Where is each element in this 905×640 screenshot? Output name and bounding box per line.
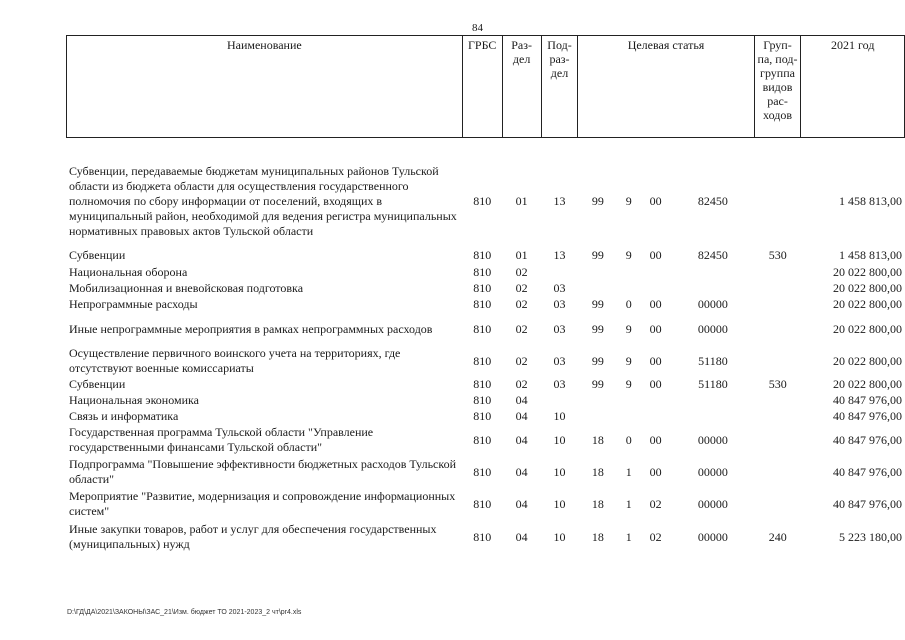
tselevaya-part4-cell: 00000: [697, 496, 728, 511]
tselevaya-part3-cell: 00: [649, 321, 662, 336]
amount-cell: 20 022 800,00: [833, 376, 902, 391]
tselevaya-part4-cell: [672, 280, 755, 296]
tselevaya-part2-cell: 1: [625, 496, 632, 511]
row-name: Национальная экономика: [69, 392, 199, 407]
vid-raskhodov-cell: [754, 392, 801, 408]
grbs-cell: 810: [473, 296, 492, 311]
tselevaya-part4-cell: [672, 392, 755, 408]
grbs-cell: 810: [473, 353, 492, 368]
tselevaya-part1-cell: 18: [591, 529, 604, 544]
table-row: [66, 247, 905, 264]
grbs-cell: 810: [473, 264, 492, 279]
vid-raskhodov-cell: [754, 280, 801, 296]
header-gruppa-vidov-raskhodov: Груп- па, под- группа видов рас- ходов: [754, 36, 801, 138]
grbs-cell: 810: [473, 408, 492, 423]
tselevaya-part4-cell: 00000: [697, 529, 728, 544]
table-row: [66, 520, 905, 554]
row-name: Субвенции, передаваемые бюджетам муниципальных районов Тульской области из бюджета области для осуществления государственного полномочия по сбору информации от поселений, входящих в муниципальный район, необходимой для ведения регистра муниципальных нормативных правовых актов Тульской области: [69, 163, 457, 238]
grbs-cell: 810: [473, 248, 492, 262]
tselevaya-part2-cell: 1: [625, 464, 632, 479]
tselevaya-part4-cell: [672, 264, 755, 280]
razdel-cell: 04: [515, 432, 528, 447]
tselevaya-part3-cell: 00: [649, 432, 662, 447]
table-row: [66, 488, 905, 520]
tselevaya-part3-cell: 00: [649, 464, 662, 479]
grbs-cell: 810: [473, 392, 492, 407]
grbs-cell: 810: [473, 464, 492, 479]
tselevaya-part3-cell: 00: [649, 376, 662, 391]
tselevaya-part3-cell: 02: [649, 529, 662, 544]
tselevaya-part2-cell: 9: [625, 193, 632, 208]
row-name: Мобилизационная и вневойсковая подготовка: [69, 280, 304, 295]
razdel-cell: 04: [515, 464, 528, 479]
tselevaya-part1-cell: 18: [591, 464, 604, 479]
file-path: D:\ГД\ДА\2021\ЗАКОНЫ\ЗАС_21\Изм. бюджет ТО 2021-2023_2 чт\pr4.xls: [67, 609, 302, 616]
razdel-cell: 01: [515, 193, 528, 208]
vid-raskhodov-cell: [754, 408, 801, 424]
row-name: Осуществление первичного воинского учета на территориях, где отсутствуют военные комиссариаты: [69, 346, 401, 375]
row-name: Подпрограмма "Повышение эффективности бюджетных расходов Тульской области": [69, 457, 457, 486]
razdel-cell: 02: [515, 280, 528, 295]
tselevaya-part4-cell: 00000: [697, 464, 728, 479]
tselevaya-part2-cell: 9: [625, 376, 632, 391]
podrazdel-cell: 10: [553, 529, 566, 544]
grbs-cell: 810: [473, 496, 492, 511]
razdel-cell: 02: [515, 353, 528, 368]
table-row: [66, 264, 905, 280]
vid-raskhodov-cell: [754, 155, 801, 247]
header-name: Наименование: [67, 36, 463, 138]
vid-raskhodov-cell: 530: [768, 248, 787, 262]
amount-cell: 20 022 800,00: [833, 296, 902, 311]
row-name: Государственная программа Тульской области "Управление государственными финансами Тульской области": [69, 425, 374, 454]
table-row: [66, 456, 905, 488]
amount-cell: 20 022 800,00: [833, 321, 902, 336]
table-row: [66, 392, 905, 408]
podrazdel-cell: 03: [553, 321, 566, 336]
table-header: [66, 35, 905, 138]
row-name: Связь и информатика: [69, 408, 179, 423]
tselevaya-part1-cell: 99: [591, 353, 604, 368]
table-row: [66, 155, 905, 247]
grbs-cell: 810: [473, 432, 492, 447]
tselevaya-part1-cell: 99: [591, 376, 604, 391]
amount-cell: 40 847 976,00: [833, 496, 902, 511]
grbs-cell: 810: [473, 193, 492, 208]
tselevaya-part4-cell: 00000: [697, 321, 728, 336]
grbs-cell: 810: [473, 376, 492, 391]
vid-raskhodov-cell: 240: [768, 529, 787, 544]
amount-cell: 40 847 976,00: [833, 392, 902, 407]
tselevaya-part3-cell: [640, 408, 672, 424]
tselevaya-part1-cell: 18: [591, 432, 604, 447]
tselevaya-part4-cell: 51180: [698, 376, 728, 391]
amount-cell: 40 847 976,00: [833, 408, 902, 423]
vid-raskhodov-cell: [754, 424, 801, 456]
podrazdel-cell: 03: [553, 296, 566, 311]
podrazdel-cell: 03: [553, 376, 566, 391]
razdel-cell: 02: [515, 296, 528, 311]
vid-raskhodov-cell: [754, 488, 801, 520]
tselevaya-part1-cell: 99: [591, 296, 604, 311]
header-tselevaya-statya: Целевая статья: [578, 36, 754, 138]
vid-raskhodov-cell: [754, 456, 801, 488]
podrazdel-cell: 13: [553, 193, 566, 208]
podrazdel-cell: 10: [553, 432, 566, 447]
table-row: [66, 408, 905, 424]
tselevaya-part3-cell: [640, 280, 672, 296]
razdel-cell: 02: [515, 321, 528, 336]
razdel-cell: 04: [515, 529, 528, 544]
razdel-cell: 02: [515, 264, 528, 279]
razdel-cell: 04: [515, 496, 528, 511]
row-name: Иные непрограммные мероприятия в рамках непрограммных расходов: [69, 321, 433, 336]
page-number: 84: [472, 22, 483, 34]
tselevaya-part1-cell: 18: [591, 496, 604, 511]
vid-raskhodov-cell: [754, 264, 801, 280]
vid-raskhodov-cell: [754, 346, 801, 376]
table-row: [66, 376, 905, 392]
tselevaya-part3-cell: 02: [649, 496, 662, 511]
header-razdel: Раз- дел: [502, 36, 541, 138]
amount-cell: 1 458 813,00: [839, 193, 902, 208]
header-podrazdel: Под- раз- дел: [541, 36, 578, 138]
row-name: Непрограммные расходы: [69, 296, 198, 311]
tselevaya-part3-cell: 00: [649, 193, 662, 208]
budget-table: [66, 155, 905, 554]
tselevaya-part1-cell: 99: [591, 193, 604, 208]
tselevaya-part2-cell: 9: [625, 321, 632, 336]
row-name: Субвенции: [69, 376, 126, 391]
podrazdel-cell: 03: [553, 353, 566, 368]
podrazdel-cell: 10: [553, 496, 566, 511]
grbs-cell: 810: [473, 529, 492, 544]
grbs-cell: 810: [473, 321, 492, 336]
vid-raskhodov-cell: [754, 296, 801, 312]
tselevaya-part4-cell: 51180: [698, 353, 728, 368]
tselevaya-part1-cell: [578, 280, 618, 296]
table-row: [66, 312, 905, 346]
tselevaya-part4-cell: 00000: [697, 296, 728, 311]
row-name: Национальная оборона: [69, 264, 188, 279]
tselevaya-part1-cell: 99: [591, 248, 604, 262]
tselevaya-part3-cell: [640, 264, 672, 280]
razdel-cell: 01: [515, 248, 528, 262]
tselevaya-part1-cell: 99: [591, 321, 604, 336]
podrazdel-cell: 13: [553, 248, 566, 262]
amount-cell: 40 847 976,00: [833, 464, 902, 479]
tselevaya-part2-cell: [618, 408, 640, 424]
razdel-cell: 02: [515, 376, 528, 391]
tselevaya-part4-cell: 00000: [697, 432, 728, 447]
header-year-2021: 2021 год: [801, 36, 905, 138]
amount-cell: 20 022 800,00: [833, 353, 902, 368]
table-row: [66, 280, 905, 296]
tselevaya-part4-cell: 82450: [697, 193, 728, 208]
tselevaya-part4-cell: [672, 408, 755, 424]
podrazdel-cell: [541, 264, 578, 280]
podrazdel-cell: 10: [553, 408, 566, 423]
tselevaya-part1-cell: [578, 264, 618, 280]
tselevaya-part3-cell: 00: [649, 353, 662, 368]
tselevaya-part2-cell: 1: [625, 529, 632, 544]
podrazdel-cell: [541, 392, 578, 408]
tselevaya-part3-cell: 00: [649, 296, 662, 311]
vid-raskhodov-cell: 530: [768, 376, 787, 391]
tselevaya-part4-cell: 82450: [697, 248, 728, 262]
razdel-cell: 04: [515, 392, 528, 407]
row-name: Иные закупки товаров, работ и услуг для обеспечения государственных (муниципальных) нужд: [69, 522, 437, 551]
podrazdel-cell: 03: [553, 280, 566, 295]
row-name: Мероприятие "Развитие, модернизация и сопровождение информационных систем": [69, 489, 456, 518]
tselevaya-part2-cell: [618, 264, 640, 280]
vid-raskhodov-cell: [754, 312, 801, 346]
row-name: Субвенции: [69, 248, 126, 262]
tselevaya-part2-cell: 0: [625, 432, 632, 447]
razdel-cell: 04: [515, 408, 528, 423]
amount-cell: 1 458 813,00: [839, 248, 902, 262]
podrazdel-cell: 10: [553, 464, 566, 479]
tselevaya-part2-cell: 0: [625, 296, 632, 311]
amount-cell: 40 847 976,00: [833, 432, 902, 447]
tselevaya-part2-cell: [618, 280, 640, 296]
table-body: [66, 155, 905, 554]
tselevaya-part2-cell: [618, 392, 640, 408]
tselevaya-part2-cell: 9: [625, 353, 632, 368]
amount-cell: 20 022 800,00: [833, 264, 902, 279]
table-row: [66, 296, 905, 312]
grbs-cell: 810: [473, 280, 492, 295]
table-row: [66, 424, 905, 456]
tselevaya-part3-cell: 00: [649, 248, 662, 262]
tselevaya-part2-cell: 9: [625, 248, 632, 262]
header-grbs: ГРБС: [462, 36, 502, 138]
table-row: [66, 346, 905, 376]
tselevaya-part3-cell: [640, 392, 672, 408]
amount-cell: 5 223 180,00: [839, 529, 902, 544]
amount-cell: 20 022 800,00: [833, 280, 902, 295]
tselevaya-part1-cell: [578, 408, 618, 424]
tselevaya-part1-cell: [578, 392, 618, 408]
